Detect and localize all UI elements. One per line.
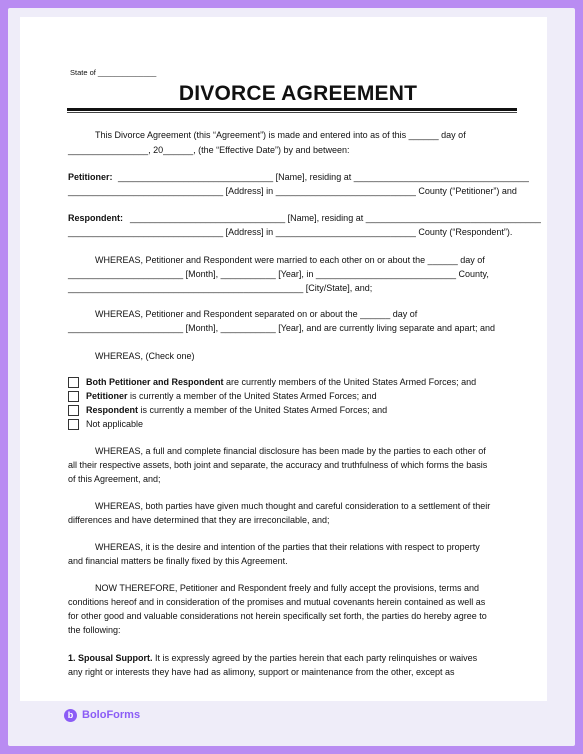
- intro-line-2: ________________, 20______, (the “Effective Date”) by and between:: [68, 145, 350, 155]
- spousal-support-line-2: any right or interests they have had as alimony, support or maintenance from the other, except as: [68, 667, 455, 677]
- checkbox-respondent[interactable]: [68, 405, 79, 416]
- whereas-married-2: _______________________ [Month], ___________ [Year], in ____________________________ County,: [68, 269, 489, 279]
- whereas-desire-1: WHEREAS, it is the desire and intention of the parties that their relations with respect to property: [95, 542, 480, 552]
- petitioner-line-2: _______________________________ [Address] in ____________________________ County (“Petitioner”) and: [68, 186, 517, 196]
- whereas-separated-1: WHEREAS, Petitioner and Respondent separated on or about the ______ day of: [95, 309, 418, 319]
- title-rule-thin: [67, 112, 517, 113]
- state-line: State of ______________: [70, 68, 157, 77]
- whereas-disclosure-3: of this Agreement, and;: [68, 474, 161, 484]
- petitioner-line-1: _______________________________ [Name], residing at ___________________________________: [118, 172, 529, 182]
- respondent-line-1: _______________________________ [Name], residing at ___________________________________: [130, 213, 541, 223]
- whereas-desire-2: and financial matters be finally fixed by this Agreement.: [68, 556, 288, 566]
- whereas-disclosure-1: WHEREAS, a full and complete financial disclosure has been made by the parties to each other of: [95, 446, 486, 456]
- checkbox-petitioner-label: Petitioner is currently a member of the United States Armed Forces; and: [86, 391, 377, 401]
- now-therefore-3: for other good and valuable considerations not herein specifically set forth, the parties do hereby agree to: [68, 611, 487, 621]
- whereas-separated-2: _______________________ [Month], ___________ [Year], and are currently living separate and apart; and: [68, 323, 496, 333]
- whereas-married-1: WHEREAS, Petitioner and Respondent were married to each other on or about the ______ day of: [95, 255, 485, 265]
- spousal-support-line-1: 1. Spousal Support. It is expressly agreed by the parties herein that each party relinquishes or waives: [68, 653, 478, 663]
- checkbox-petitioner[interactable]: [68, 391, 79, 402]
- respondent-line-2: _______________________________ [Address] in ____________________________ County (“Respondent”).: [68, 227, 513, 237]
- checkbox-respondent-label: Respondent is currently a member of the United States Armed Forces; and: [86, 405, 388, 415]
- boloforms-logo[interactable]: [64, 707, 140, 723]
- checkbox-not-applicable[interactable]: [68, 419, 79, 430]
- respondent-label: Respondent:: [68, 213, 123, 223]
- petitioner-label: Petitioner:: [68, 172, 113, 182]
- whereas-check-one: WHEREAS, (Check one): [95, 351, 195, 361]
- checkbox-not-applicable-label: Not applicable: [86, 419, 144, 429]
- title-rule-thick: [67, 108, 517, 111]
- whereas-thought-2: differences and have determined that they are irreconcilable, and;: [68, 515, 330, 525]
- now-therefore-1: NOW THEREFORE, Petitioner and Respondent freely and fully accept the provisions, terms and: [95, 583, 480, 593]
- whereas-disclosure-2: all their respective assets, both joint and separate, the accuracy and truthfulness of which forms the basis: [68, 460, 488, 470]
- intro-line-1: This Divorce Agreement (this “Agreement”) is made and entered into as of this ______ day of: [95, 130, 466, 140]
- checkbox-both[interactable]: [68, 377, 79, 388]
- now-therefore-4: the following:: [68, 625, 121, 635]
- boloforms-brand: BoloForms: [82, 709, 141, 721]
- checkbox-both-label: Both Petitioner and Respondent are currently members of the United States Armed Forces; and: [86, 377, 477, 387]
- boloforms-logo-icon: b: [64, 709, 77, 722]
- whereas-married-3: _______________________________________________ [City/State], and;: [68, 283, 373, 293]
- whereas-thought-1: WHEREAS, both parties have given much thought and careful consideration to a settlement of their: [95, 501, 491, 511]
- document-title: DIVORCE AGREEMENT: [178, 82, 418, 105]
- now-therefore-2: conditions hereof and in consideration of the promises and mutual covenants herein contained as well as: [68, 597, 486, 607]
